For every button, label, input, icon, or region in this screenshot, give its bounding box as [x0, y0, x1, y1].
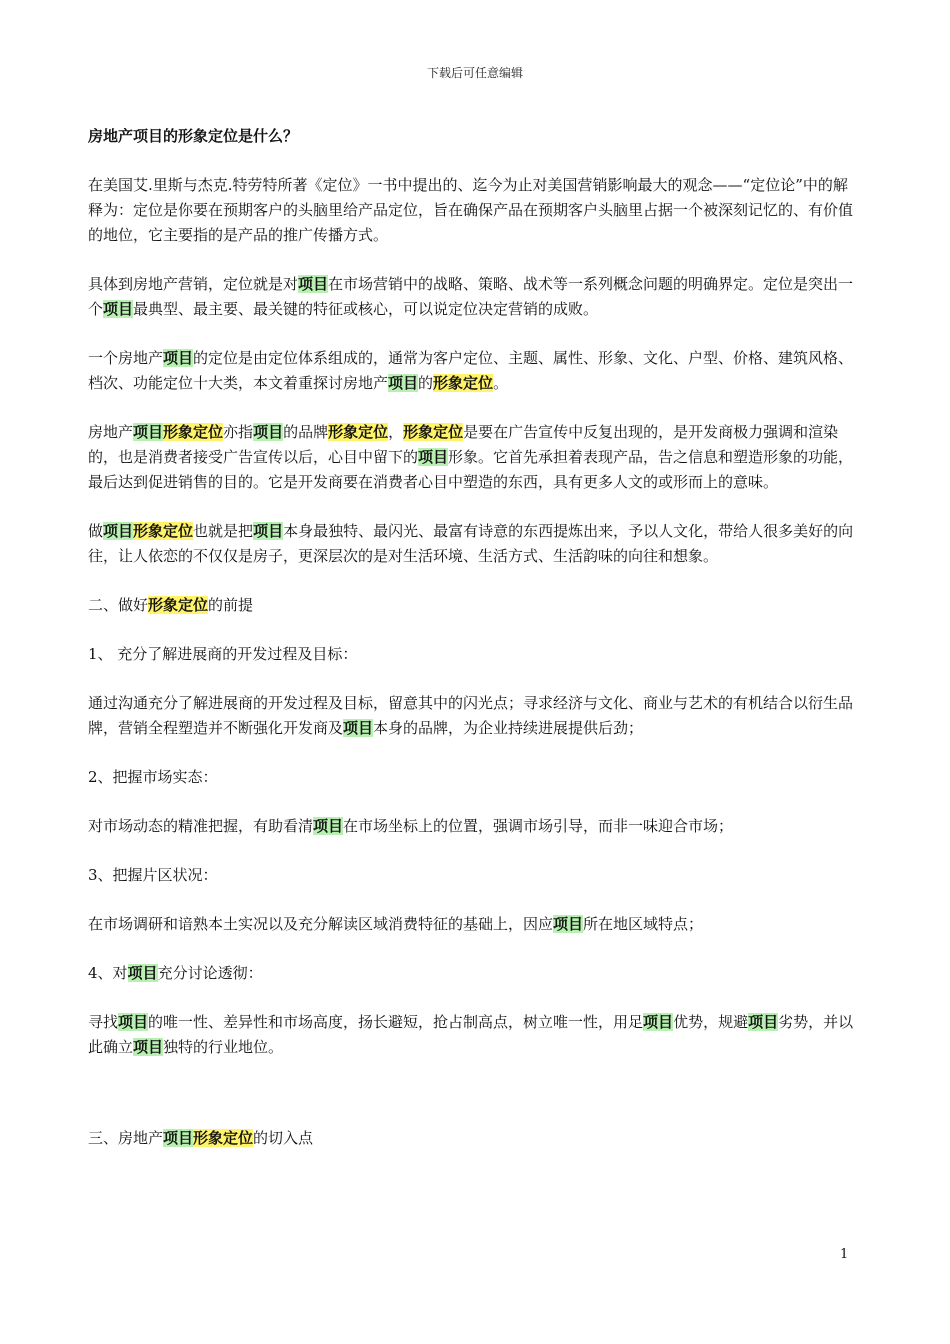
paragraph: [88, 1010, 856, 1060]
text-run: 的品牌: [283, 423, 329, 441]
text-run: 通过沟通充分了解进展商的开发过程及目标，留意其中的闪光点；寻求经济与文化、商业与艺术的有机结合以衍生品牌，营销全程塑造并不断强化开发商及: [88, 694, 854, 737]
highlighted-keyword: 项目: [127, 964, 158, 982]
text-run: 本身的品牌，为企业持续进展提供后劲；: [373, 719, 644, 737]
text-run: 在市场坐标上的位置，强调市场引导，而非一味迎合市场；: [343, 817, 734, 835]
text-run: 二、做好: [88, 596, 149, 614]
text-run: 独特的行业地位。: [163, 1038, 284, 1056]
highlighted-keyword: 项目: [388, 374, 419, 392]
text-run: 的: [418, 374, 434, 392]
highlighted-keyword: 项目: [643, 1013, 674, 1031]
highlighted-keyword: 项目: [103, 522, 134, 540]
paragraph: [88, 691, 856, 741]
highlighted-keyword: 项目: [253, 423, 284, 441]
highlighted-keyword: 形象定位: [193, 1129, 254, 1147]
text-run: 具体到房地产营销，定位就是对: [88, 275, 299, 293]
document-title: 房地产项目的形象定位是什么？: [88, 127, 299, 145]
highlighted-keyword: 项目: [133, 423, 164, 441]
text-run: 1、 充分了解进展商的开发过程及目标：: [88, 645, 358, 663]
highlighted-keyword: 形象定位: [403, 423, 464, 441]
text-run: 本身最独特、最闪光、最富有诗意的东西提炼出来，予以人文化，带给人很多美好的向往，让人依恋的不仅仅是房子，更深层次的是对生活环境、生活方式、生活韵味的向往和想象。: [88, 522, 854, 565]
paragraph: [88, 346, 856, 396]
paragraph: [88, 642, 856, 667]
highlighted-keyword: 形象定位: [433, 374, 494, 392]
text-run: 4、对: [88, 964, 128, 982]
highlighted-keyword: 项目: [103, 300, 134, 318]
text-run: 的前提: [208, 596, 254, 614]
text-run: 充分讨论透彻：: [157, 964, 263, 982]
paragraph: [88, 961, 856, 986]
highlighted-keyword: 形象定位: [163, 423, 224, 441]
text-run: 寻找: [88, 1013, 119, 1031]
text-run: 亦指: [223, 423, 254, 441]
paragraph: [88, 912, 856, 937]
highlighted-keyword: 项目: [313, 817, 344, 835]
paragraph: [88, 272, 856, 322]
highlighted-keyword: 项目: [553, 915, 584, 933]
text-run: 的定位是由定位体系组成的，通常为客户定位、主题、属性、形象、文化、户型、价格、建筑风格、档次、功能定位十大类，本文着重探讨房地产: [88, 349, 854, 392]
text-run: 对市场动态的精准把握，有助看清: [88, 817, 314, 835]
highlighted-keyword: 形象定位: [328, 423, 389, 441]
text-run: 在市场调研和谙熟本土实况以及充分解读区域消费特征的基础上，因应: [88, 915, 554, 933]
paragraph: [88, 519, 856, 569]
text-run: 形象。它首先承担着表现产品，告之信息和塑造形象的功能，最后达到促进销售的目的。它是开发商要在消费者心目中塑造的东西，具有更多人文的或形而上的意味。: [88, 448, 854, 491]
text-run: 所在地区域特点；: [583, 915, 704, 933]
text-run: 在美国艾.里斯与杰克.特劳特所著《定位》一书中提出的、迄今为止对美国营销影响最大的观念——“定位论”中的解释为：定位是你要在预期客户的头脑里给产品定位，旨在确保产品在预期客户头脑里占据一个被深刻记忆的、有价值的地位，它主要指的是产品的推广传播方式。: [88, 176, 854, 244]
paragraph: [88, 420, 856, 495]
page-header: 下载后可任意编辑: [426, 66, 523, 80]
text-run: 一个房地产: [88, 349, 164, 367]
text-run: 2、把握市场实态：: [88, 768, 218, 786]
text-run: 在市场营销中的战略、策略、战术等一系列概念问题的明确界定。定位是突出一个: [88, 275, 854, 318]
text-run: 也就是把: [193, 522, 254, 540]
highlighted-keyword: 项目: [418, 448, 449, 466]
highlighted-keyword: 项目: [118, 1013, 149, 1031]
paragraph-list: [88, 173, 856, 1151]
paragraph: [88, 173, 856, 248]
document-body: [88, 124, 856, 1175]
text-run: 的唯一性、差异性和市场高度，扬长避短，抢占制高点，树立唯一性，用足: [148, 1013, 644, 1031]
text-run: 的切入点: [253, 1129, 314, 1147]
text-run: 。: [493, 374, 509, 392]
text-run: 劣势，并以此确立: [88, 1013, 854, 1056]
page-number: 1: [840, 1247, 849, 1262]
text-run: 房地产: [88, 423, 134, 441]
paragraph: [88, 1126, 856, 1151]
text-run: 是要在广告宣传中反复出现的，是开发商极力强调和渲染的，也是消费者接受广告宣传以后，心目中留下的: [88, 423, 839, 466]
text-run: 三、房地产: [88, 1129, 164, 1147]
text-run: ，: [388, 423, 404, 441]
highlighted-keyword: 项目: [163, 349, 194, 367]
highlighted-keyword: 项目: [253, 522, 284, 540]
text-run: 做: [88, 522, 104, 540]
highlighted-keyword: 项目: [343, 719, 374, 737]
text-run: 3、把握片区状况：: [88, 866, 218, 884]
text-run: 优势，规避: [673, 1013, 749, 1031]
highlighted-keyword: 项目: [133, 1038, 164, 1056]
highlighted-keyword: 项目: [748, 1013, 779, 1031]
paragraph: [88, 593, 856, 618]
blank-line: [88, 1084, 856, 1126]
paragraph: [88, 814, 856, 839]
highlighted-keyword: 项目: [298, 275, 329, 293]
text-run: 最典型、最主要、最关键的特征或核心，可以说定位决定营销的成败。: [133, 300, 599, 318]
highlighted-keyword: 形象定位: [148, 596, 209, 614]
highlighted-keyword: 项目: [163, 1129, 194, 1147]
paragraph: [88, 863, 856, 888]
highlighted-keyword: 形象定位: [133, 522, 194, 540]
paragraph: [88, 765, 856, 790]
